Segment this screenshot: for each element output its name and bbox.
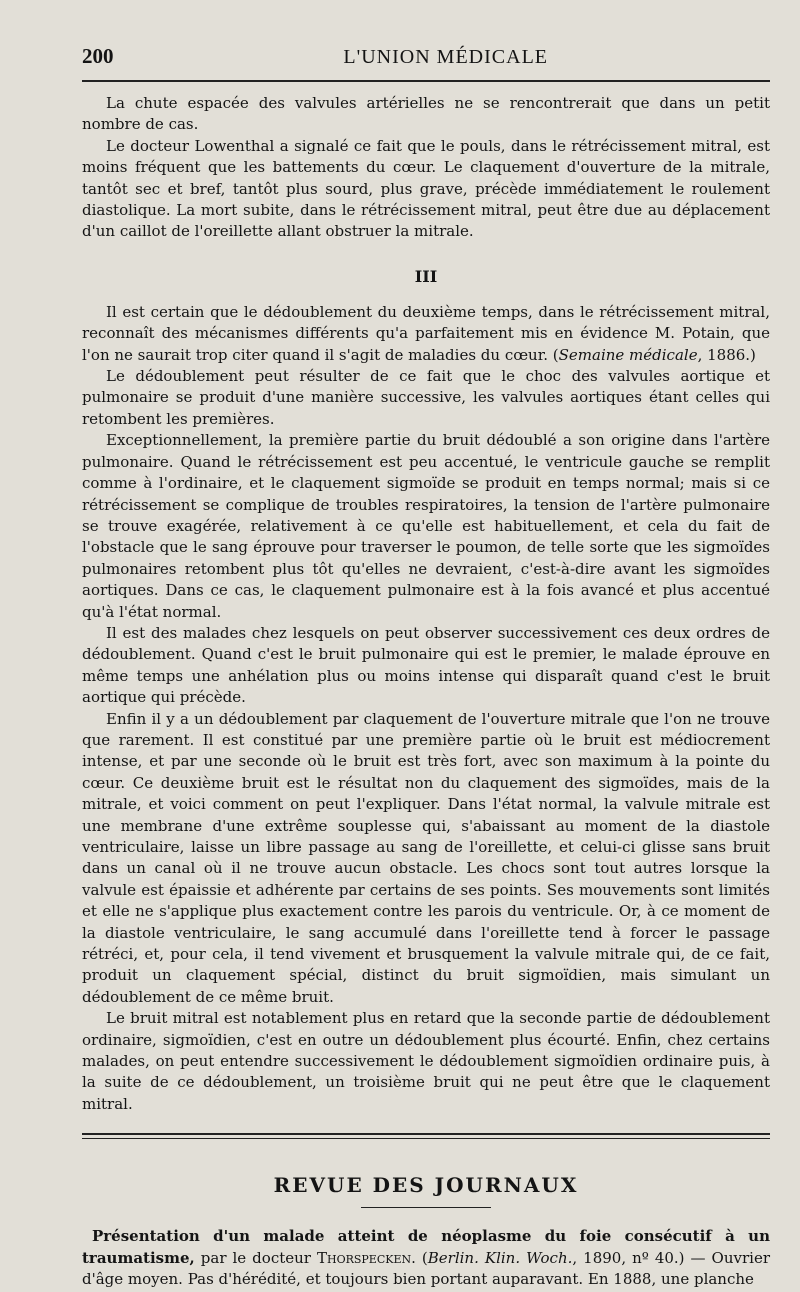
paragraph: Le bruit mitral est notablement plus en retard que la seconde partie de dédoublement ordinaire, sigmoïdien, c'est en outre un dédoublement plus écourté. Enfin, chez certains malades, on peut entendre successivement le dédoublement sigmoïdien ordinaire puis, à la suite de ce dédoublement, un troisième bruit qui ne peut être que le claquement mitral. bbox=[82, 1009, 770, 1113]
section-divider bbox=[82, 1133, 770, 1139]
divider-line-thick bbox=[82, 1133, 770, 1135]
paragraph: Le dédoublement peut résulter de ce fait que le choc des valvules aortique et pulmonaire se produit d'une manière successive, les valvules aortiques étant celles qui retombent les premières. bbox=[82, 367, 770, 428]
review-sep: . ( bbox=[411, 1248, 428, 1267]
page-header bbox=[82, 44, 770, 78]
review-text: , 1890, nº 40.) — Ouvrier d'âge moyen. Pas d'hérédité, et toujours bien portant auparavant. En 1888, une planche bbox=[82, 1248, 771, 1289]
paragraph: La chute espacée des valvules artérielles ne se rencontrerait que dans un petit nombre de cas. bbox=[82, 94, 770, 134]
journal-review-heading: REVUE DES JOURNAUX bbox=[273, 1173, 579, 1198]
citation-year: , 1886.) bbox=[697, 345, 756, 364]
review-by: par le docteur bbox=[194, 1248, 317, 1267]
header-rule bbox=[82, 80, 770, 82]
journal-citation: Semaine médicale bbox=[558, 345, 698, 364]
section-number: III bbox=[414, 266, 438, 286]
running-title: L'UNION MÉDICALE bbox=[343, 46, 548, 68]
divider-line-thin bbox=[82, 1138, 770, 1139]
paragraph: Exceptionnellement, la première partie du bruit dédoublé a son origine dans l'artère pulmonaire. Quand le rétrécissement est peu accentué, le ventricule gauche se remplit comme à l'ordinaire, et le claquement sigmoïde se produit en temps normal; mais si ce rétrécissement se complique de troubles respiratoires, la tension de l'artère pulmonaire se trouve exagérée, relativement à ce qu'elle est habituellement, et cela du fait de l'obstacle que le sang éprouve pour traverser le poumon, de telle sorte que les sigmoïdes pulmonaires retombent plus tôt qu'elles ne devraient, c'est-à-dire avant les sigmoïdes aortiques. Dans ce cas, le claquement pulmonaire est à la fois avancé et plus accentué qu'à l'état normal. bbox=[82, 431, 770, 621]
heading-underline bbox=[361, 1207, 491, 1208]
review-entry bbox=[82, 1226, 770, 1290]
paragraph: Il est des malades chez lesquels on peut observer successivement ces deux ordres de dédoublement. Quand c'est le bruit pulmonaire qui est le premier, le malade éprouve en même temps une anhélation plus ou moins intense qui disparaît quand c'est le bruit aortique qui précède. bbox=[82, 623, 770, 707]
review-title: Présentation d'un malade atteint de néoplasme du foie consécutif à un traumatisme, bbox=[82, 1227, 770, 1267]
paragraph-potain bbox=[82, 302, 770, 366]
review-author: Thorspecken bbox=[316, 1248, 412, 1267]
review-journal: Berlin. Klin. Woch. bbox=[427, 1248, 573, 1267]
paragraph-text: Il est certain que le dédoublement du deuxième temps, dans le rétrécissement mitral, reconnaît des mécanismes différents qu'a parfaitement mis en évidence M. Potain, que l'on ne saurait trop citer quand il s'agit de maladies du cœur. ( bbox=[82, 302, 770, 364]
paragraph: Enfin il y a un dédoublement par claquement de l'ouverture mitrale que l'on ne trouve que rarement. Il est constitué par une première partie où le bruit est médiocrement intense, et par une seconde où le bruit est très fort, avec son maximum à la pointe du cœur. Ce deuxième bruit est le résultat non du claquement des sigmoïdes, mais de la mitrale, et voici comment on peut l'expliquer. Dans l'état normal, la valvule mitrale est une membrane d'une extrême souplesse qui, s'abaissant au moment de la diastole ventriculaire, laisse un libre passage au sang de l'oreillette, et celui-ci glisse sans bruit dans un canal où il ne trouve aucun obstacle. Les chocs sont tout autres lorsque la valvule est épaissie et adhérente par certains de ses points. Ses mouvements sont limités et elle ne s'applique plus exactement contre les parois du ventricule. Or, à ce moment de la diastole ventriculaire, le sang accumulé dans l'oreillette tend à forcer le passage rétréci, et, pour cela, il tend vivement et brusquement la valvule mitrale qui, de ce fait, produit un claquement spécial, distinct du bruit sigmoïdien, mais simulant un dédoublement de ce même bruit. bbox=[82, 709, 770, 1006]
article-body bbox=[82, 93, 770, 1115]
paragraph: Le docteur Lowenthal a signalé ce fait que le pouls, dans le rétrécissement mitral, est moins fréquent que les battements du cœur. Le claquement d'ouverture de la mitrale, tantôt sec et bref, tantôt plus sourd, plus grave, précède immédiatement le roulement diastolique. La mort subite, dans le rétrécissement mitral, peut être due au déplacement d'un caillot de l'oreillette allant obstruer la mitrale. bbox=[82, 136, 770, 241]
page-number: 200 bbox=[82, 44, 114, 68]
